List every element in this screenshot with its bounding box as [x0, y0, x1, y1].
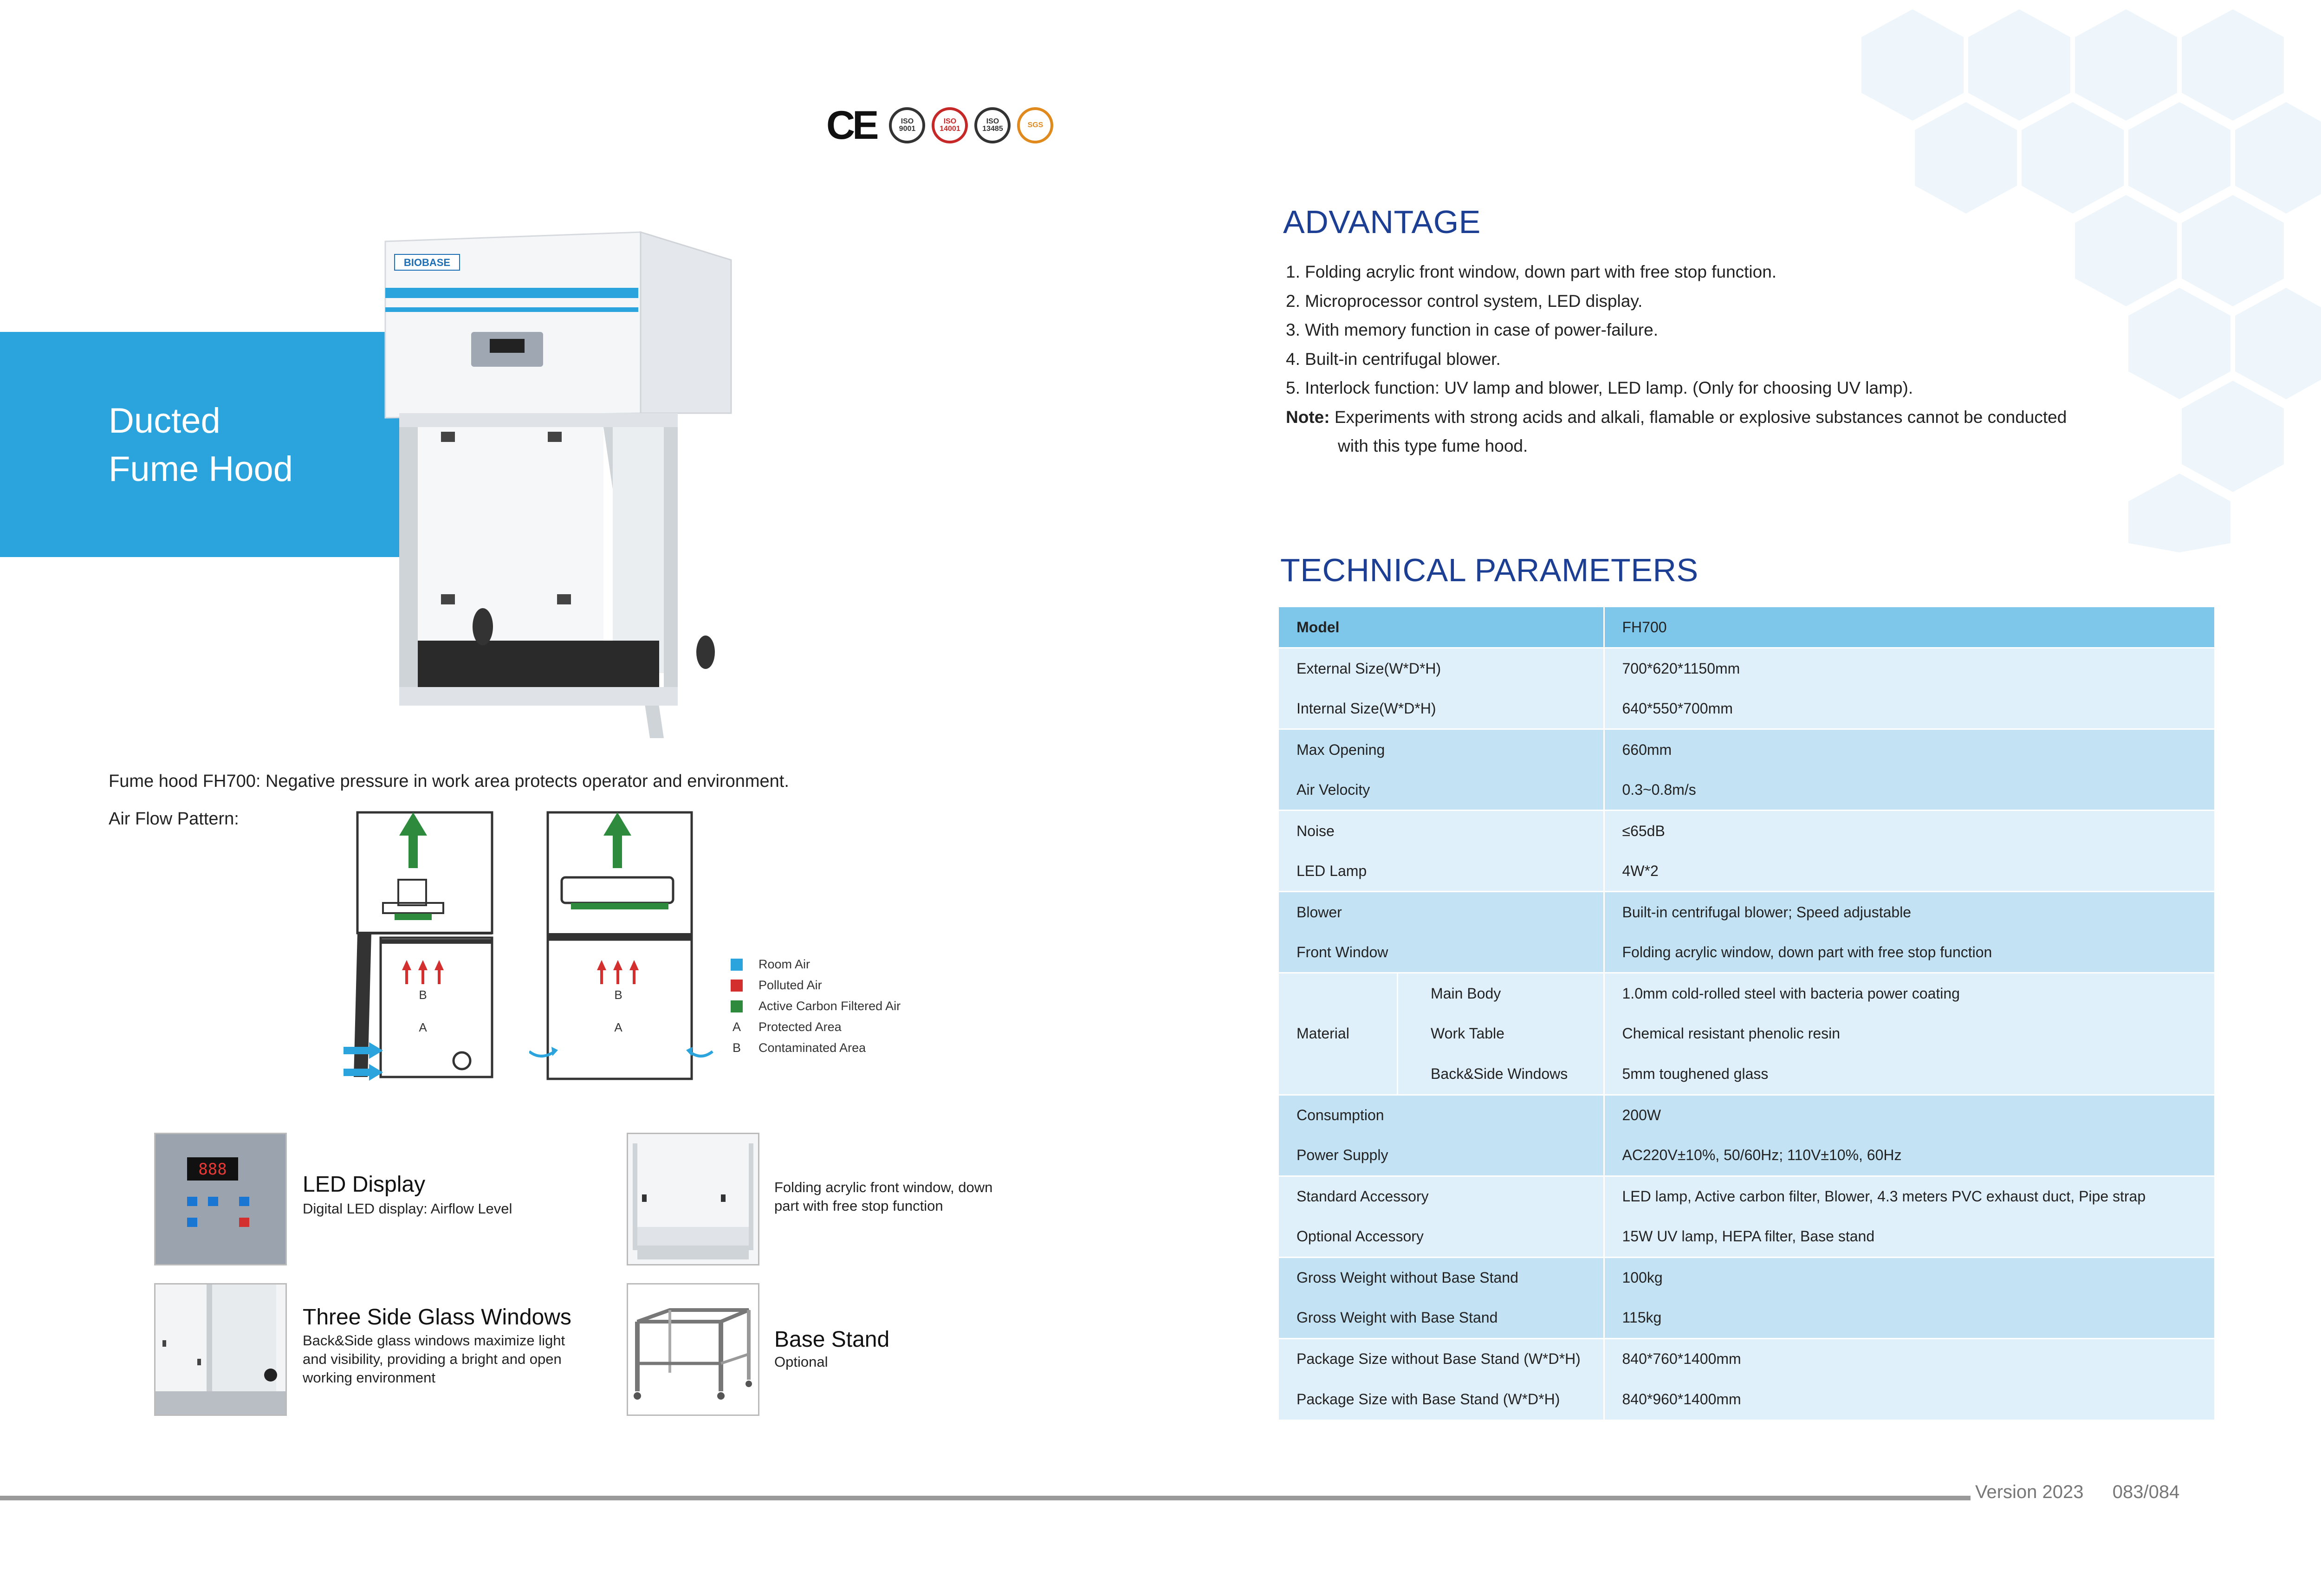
- table-row: Gross Weight without Base Stand 100kg: [1279, 1257, 2214, 1298]
- table-row: Blower Built-in centrifugal blower; Speed adjustable: [1279, 892, 2214, 933]
- led-digits: 888: [198, 1160, 227, 1179]
- filtered-air-swatch: [731, 1000, 743, 1012]
- feature-led-title: LED Display: [303, 1172, 426, 1197]
- feature-glass-title: Three Side Glass Windows: [303, 1305, 571, 1330]
- svg-text:B: B: [419, 988, 427, 1002]
- feature-stand-desc: Optional: [774, 1354, 828, 1370]
- table-row: Max Opening 660mm: [1279, 729, 2214, 770]
- product-title-band: [0, 332, 418, 557]
- table-row: Work Table Chemical resistant phenolic resin: [1279, 1013, 2214, 1054]
- advantage-note-cont: with this type fume hood.: [1338, 436, 1528, 455]
- glass-windows-thumbnail: [154, 1283, 287, 1416]
- advantage-item: 3. With memory function in case of power-failure.: [1286, 320, 1658, 339]
- advantage-item: 4. Built-in centrifugal blower.: [1286, 349, 1501, 369]
- table-row: Air Velocity 0.3~0.8m/s: [1279, 770, 2214, 811]
- airflow-diagram-side: [344, 808, 511, 1096]
- polluted-air-swatch: [731, 980, 743, 992]
- table-row: Power Supply AC220V±10%, 50/60Hz; 110V±10%, 60Hz: [1279, 1135, 2214, 1176]
- legend-contaminated-area: B Contaminated Area: [732, 1041, 866, 1055]
- table-row: Back&Side Windows 5mm toughened glass: [1279, 1054, 2214, 1095]
- technical-title: TECHNICAL PARAMETERS: [1280, 552, 1699, 588]
- svg-text:A: A: [419, 1020, 427, 1034]
- table-row: Package Size with Base Stand (W*D*H) 840*960*1400mm: [1279, 1379, 2214, 1420]
- legend-polluted-air: Polluted Air: [729, 975, 901, 996]
- table-row: External Size(W*D*H) 700*620*1150mm: [1279, 648, 2214, 689]
- legend-room-air: Room Air: [729, 954, 901, 975]
- footer-version: Version 2023: [1975, 1482, 2084, 1502]
- table-row: Standard Accessory LED lamp, Active carbon filter, Blower, 4.3 meters PVC exhaust duct, Pipe strap: [1279, 1176, 2214, 1217]
- base-stand-thumbnail: [627, 1283, 759, 1416]
- advantage-title: ADVANTAGE: [1283, 204, 1481, 240]
- advantage-list: [1286, 258, 2168, 461]
- product-caption: Fume hood FH700: Negative pressure in work area protects operator and environment.: [109, 772, 789, 791]
- room-air-swatch: [731, 959, 743, 971]
- iso-13485-seal: ISO 13485: [974, 107, 1011, 143]
- product-title: Ducted Fume Hood: [109, 401, 293, 489]
- table-row: Model FH700: [1279, 607, 2214, 648]
- footer-page-numbers: 083/084: [2112, 1482, 2180, 1502]
- footer-divider: [0, 1496, 1971, 1500]
- brand-label: BIOBASE: [403, 257, 451, 268]
- legend-filtered-air: Active Carbon Filtered Air: [729, 996, 901, 1017]
- table-row: Noise ≤65dB: [1279, 811, 2214, 851]
- feature-led-desc: Digital LED display: Airflow Level: [303, 1200, 512, 1217]
- svg-text:B: B: [614, 988, 622, 1002]
- table-row: LED Lamp 4W*2: [1279, 851, 2214, 892]
- ce-mark: CE: [826, 103, 876, 148]
- led-display-thumbnail: [154, 1133, 287, 1265]
- certification-logos: [826, 102, 1053, 149]
- table-row: Consumption 200W: [1279, 1095, 2214, 1135]
- legend-protected-area: A Protected Area: [732, 1020, 842, 1034]
- footer-info: [1975, 1482, 2179, 1503]
- airflow-diagram-front: [529, 808, 715, 1096]
- table-row: Front Window Folding acrylic window, down part with free stop function: [1279, 932, 2214, 973]
- table-row: Internal Size(W*D*H) 640*550*700mm: [1279, 688, 2214, 729]
- table-row: Gross Weight with Base Stand 115kg: [1279, 1298, 2214, 1339]
- airflow-legend: [729, 954, 901, 1058]
- airflow-title: Air Flow Pattern:: [109, 809, 239, 829]
- folding-window-thumbnail: [627, 1133, 759, 1265]
- svg-text:A: A: [614, 1020, 622, 1034]
- technical-parameters-table: [1279, 607, 2214, 1420]
- fume-hood-product-image: [381, 227, 733, 743]
- table-row: Material Main Body 1.0mm cold-rolled steel with bacteria power coating: [1279, 973, 2214, 1014]
- feature-glass-desc: Back&Side glass windows maximize light and visibility, providing a bright and open working environment: [303, 1332, 565, 1386]
- advantage-item: 1. Folding acrylic front window, down part with free stop function.: [1286, 262, 1777, 281]
- table-row: Package Size without Base Stand (W*D*H) 840*760*1400mm: [1279, 1338, 2214, 1379]
- iso-9001-seal: ISO 9001: [889, 107, 925, 143]
- advantage-note: Note: Experiments with strong acids and alkali, flamable or explosive substances cannot be conducted: [1286, 407, 2067, 427]
- advantage-item: 5. Interlock function: UV lamp and blower, LED lamp. (Only for choosing UV lamp).: [1286, 378, 1913, 397]
- feature-stand-title: Base Stand: [774, 1327, 890, 1352]
- iso-14001-seal: ISO 14001: [932, 107, 968, 143]
- table-row: Optional Accessory 15W UV lamp, HEPA filter, Base stand: [1279, 1217, 2214, 1258]
- feature-folding-desc: Folding acrylic front window, down part with free stop function: [774, 1179, 993, 1214]
- sgs-seal: SGS: [1017, 107, 1053, 143]
- advantage-item: 2. Microprocessor control system, LED display.: [1286, 291, 1643, 311]
